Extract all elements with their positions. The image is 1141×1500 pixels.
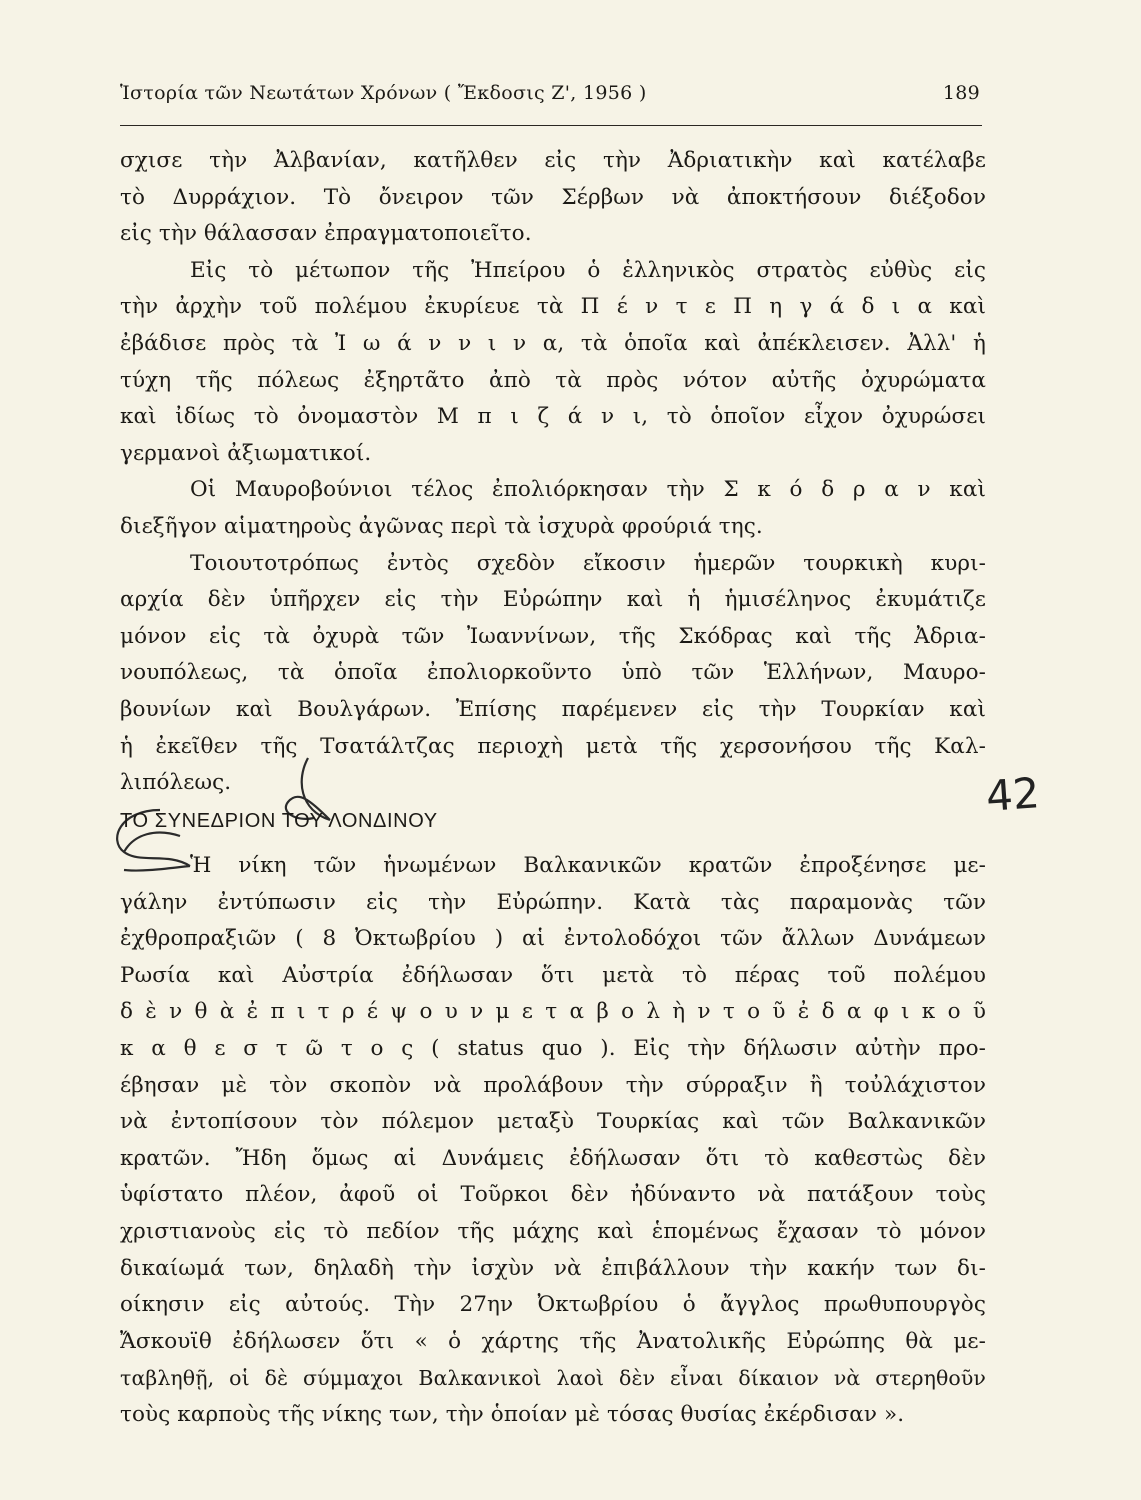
text-line: Ἄσκουϊθ ἐδήλωσεν ὅτι « ὁ χάρτης τῆς Ἀνατολικῆς Εὐρώπης θὰ με-: [120, 1328, 986, 1354]
text-line: δ ὲ ν θ ὰ ἐ π ι τ ρ έ ψ ο υ ν μ ε τ α β ο λ ὴ ν τ ο ῦ ἐ δ α φ ι κ ο ῦ: [120, 999, 986, 1025]
text-line: γάλην ἐντύπωσιν εἰς τὴν Εὐρώπην. Κατὰ τὰς παραμονὰς τῶν: [120, 889, 986, 915]
text-line: αρχία δὲν ὑπῆρχεν εἰς τὴν Εὐρώπην καὶ ἡ ἡμισέληνος ἐκυμάτιζε: [120, 587, 986, 613]
text-line: κρατῶν. Ἤδη ὅμως αἱ Δυνάμεις ἐδήλωσαν ὅτι τὸ καθεστὼς δὲν: [120, 1145, 986, 1171]
text-line: Εἰς τὸ μέτωπον τῆς Ἠπείρου ὁ ἑλληνικὸς στρατὸς εὐθὺς εἰς: [190, 257, 986, 283]
text-line: τὸ Δυρράχιον. Τὸ ὄνειρον τῶν Σέρβων νὰ ἀποκτήσουν διέξοδον: [120, 184, 986, 210]
text-line: δικαίωμά των, δηλαδὴ τὴν ἰσχὺν νὰ ἐπιβάλλουν τὴν κακήν των δι-: [120, 1255, 986, 1281]
text-line: γερμανοὶ ἀξιωματικοί.: [120, 440, 372, 466]
text-line: σχισε τὴν Ἀλβανίαν, κατῆλθεν εἰς τὴν Ἀδριατικὴν καὶ κατέλαβε: [120, 148, 986, 173]
text-line: Τοιουτοτρόπως ἐντὸς σχεδὸν εἴκοσιν ἡμερῶν τουρκικὴ κυρι-: [190, 550, 986, 576]
text-line: μόνον εἰς τὰ ὀχυρὰ τῶν Ἰωαννίνων, τῆς Σκόδρας καὶ τῆς Ἀδρια-: [120, 623, 986, 649]
text-line: νουπόλεως, τὰ ὁποῖα ἐπολιορκοῦντο ὑπὸ τῶν Ἑλλήνων, Μαυρο-: [120, 660, 986, 686]
page-number: 189: [942, 82, 980, 104]
text-line: Ρωσία καὶ Αὐστρία ἐδήλωσαν ὅτι μετὰ τὸ πέρας τοῦ πολέμου: [120, 962, 986, 988]
text-line: εἰς τὴν θάλασσαν ἐπραγματοποιεῖτο.: [120, 221, 532, 247]
text-line: ἡ ἐκεῖθεν τῆς Τσατάλτζας περιοχὴ μετὰ τῆς χερσονήσου τῆς Καλ-: [120, 733, 986, 759]
text-line: οίκησιν εἰς αὐτούς. Τὴν 27ην Ὀκτωβρίου ὁ ἄγγλος πρωθυπουργὸς: [120, 1292, 986, 1318]
text-line: τὴν ἀρχὴν τοῦ πολέμου ἐκυρίευε τὰ Π έ ν τ ε Π η γ ά δ ι α καὶ: [120, 294, 986, 320]
section-title: ΤΟ ΣΥΝΕΔΡΙΟΝ ΤΟΥ ΛΟΝΔΙΝΟΥ: [120, 810, 438, 832]
handwritten-note: 42: [984, 768, 1042, 821]
text-line: ἐχθροπραξιῶν ( 8 Ὀκτωβρίου ) αἱ ἐντολοδόχοι τῶν ἄλλων Δυνάμεων: [120, 926, 986, 952]
body-text-top: [120, 143, 986, 802]
text-line: Οἱ Μαυροβούνιοι τέλος ἐπολιόρκησαν τὴν Σ κ ό δ ρ α ν καὶ: [190, 477, 986, 503]
text-line: ταβληθῇ, οἱ δὲ σύμμαχοι Βαλκανικοὶ λαοὶ δὲν εἶναι δίκαιον νὰ στερηθοῦν: [120, 1366, 986, 1391]
body-text-bottom: [120, 848, 986, 1434]
text-line: λιπόλεως.: [120, 770, 232, 796]
text-line: διεξῆγον αἱματηροὺς ἀγῶνας περὶ τὰ ἰσχυρὰ φρούριά της.: [120, 513, 763, 539]
text-line: κ α θ ε σ τ ῶ τ ο ς ( status quo ). Εἰς τὴν δήλωσιν αὐτὴν προ-: [120, 1035, 986, 1061]
running-header: [120, 82, 980, 104]
text-line: νὰ ἐντοπίσουν τὸν πόλεμον μεταξὺ Τουρκίας καὶ τῶν Βαλκανικῶν: [120, 1109, 986, 1135]
text-line: Ἡ νίκη τῶν ἡνωμένων Βαλκανικῶν κρατῶν ἐπροξένησε με-: [190, 853, 986, 878]
header-rule: [120, 125, 982, 126]
text-line: βουνίων καὶ Βουλγάρων. Ἐπίσης παρέμενεν εἰς τὴν Τουρκίαν καὶ: [120, 696, 986, 722]
text-line: χριστιανοὺς εἰς τὸ πεδίον τῆς μάχης καὶ ἑπομένως ἔχασαν τὸ μόνον: [120, 1218, 986, 1244]
text-line: ἐβάδισε πρὸς τὰ Ἰ ω ά ν ν ι ν α, τὰ ὁποῖα καὶ ἀπέκλεισεν. Ἀλλ' ἡ: [120, 330, 986, 356]
text-line: έβησαν μὲ τὸν σκοπὸν νὰ προλάβουν τὴν σύρραξιν ἢ τοὐλάχιστον: [120, 1072, 986, 1098]
text-line: τοὺς καρποὺς τῆς νίκης των, τὴν ὁποίαν μὲ τόσας θυσίας ἐκέρδισαν ».: [120, 1401, 905, 1427]
text-line: ὑφίστατο πλέον, ἀφοῦ οἱ Τοῦρκοι δὲν ἠδύναντο νὰ πατάξουν τοὺς: [120, 1182, 986, 1208]
text-line: τύχη τῆς πόλεως ἐξηρτᾶτο ἀπὸ τὰ πρὸς νότον αὐτῆς ὀχυρώματα: [120, 367, 986, 393]
text-line: καὶ ἰδίως τὸ ὀνομαστὸν Μ π ι ζ ά ν ι, τὸ ὁποῖον εἶχον ὀχυρώσει: [120, 404, 986, 430]
running-title: Ἱστορία τῶν Νεωτάτων Χρόνων ( Ἔκδοσις Ζ', 1956 ): [120, 82, 647, 104]
